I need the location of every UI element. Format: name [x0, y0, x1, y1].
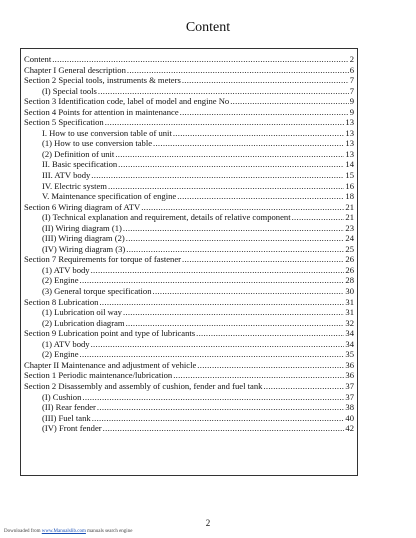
toc-entry-title: (3) General torque specification [42, 286, 152, 297]
toc-entry-page: 9 [349, 96, 354, 107]
toc-entry-title: (2) Engine [42, 275, 79, 286]
toc-entry-title: Section 5 Specification [24, 117, 104, 128]
toc-entry-title: I. How to use conversion table of unit [42, 127, 172, 138]
toc-entry-page: 42 [345, 423, 354, 434]
toc-leader-dots [263, 381, 344, 392]
toc-entry-title: Section 1 Periodic maintenance/lubrication [24, 370, 173, 381]
toc-leader-dots [153, 138, 344, 149]
toc-entry-page: 7 [349, 75, 354, 86]
toc-leader-dots [180, 107, 349, 118]
toc-entry-page: 28 [345, 275, 354, 286]
toc-entry[interactable] [24, 413, 354, 424]
toc-leader-dots [141, 202, 344, 213]
toc-entry[interactable] [24, 423, 354, 434]
toc-entry[interactable] [24, 223, 354, 234]
toc-leader-dots [182, 75, 349, 86]
toc-entry-title: (1) ATV body [42, 338, 90, 349]
toc-box [20, 48, 358, 476]
toc-entry-title: Chapter I General description [24, 64, 126, 75]
toc-entry-title: (IV) Wiring diagram (3) [42, 243, 126, 254]
toc-leader-dots [173, 370, 344, 381]
toc-leader-dots [82, 392, 344, 403]
toc-entry-title: Section 9 Lubrication point and type of lubricants [24, 328, 196, 339]
toc-leader-dots [123, 307, 344, 318]
toc-entry[interactable] [24, 107, 354, 118]
toc-entry-title: Chapter II Maintenance and adjustment of vehicle [24, 359, 197, 370]
toc-entry[interactable] [24, 159, 354, 170]
footer-suffix: manuals search engine [87, 529, 133, 534]
toc-leader-dots [91, 265, 345, 276]
toc-entry[interactable] [24, 149, 354, 160]
toc-leader-dots [177, 191, 344, 202]
toc-entry-title: III. ATV body [42, 170, 91, 181]
toc-entry-title: Section 7 Requirements for torque of fastener [24, 254, 182, 265]
toc-entry[interactable] [24, 181, 354, 192]
toc-leader-dots [105, 117, 345, 128]
toc-entry[interactable] [24, 233, 354, 244]
toc-entry-title: Section 4 Points for attention in maintenance [24, 106, 179, 117]
toc-entry[interactable] [24, 286, 354, 297]
toc-entry-page: 30 [345, 286, 354, 297]
toc-entry[interactable] [24, 212, 354, 223]
toc-entry[interactable] [24, 96, 354, 107]
toc-entry-title: Section 2 Special tools, instruments & meters [24, 75, 181, 86]
toc-entry-page: 25 [345, 243, 354, 254]
toc-leader-dots [99, 297, 344, 308]
toc-entry-page: 36 [345, 359, 354, 370]
toc-leader-dots [80, 349, 345, 360]
toc-leader-dots [126, 233, 345, 244]
toc-entry[interactable] [24, 65, 354, 76]
toc-entry-page: 38 [345, 402, 354, 413]
toc-entry[interactable] [24, 254, 354, 265]
toc-entry-title: (I) Cushion [42, 391, 82, 402]
toc-entry-title: (1) How to use conversion table [42, 138, 153, 149]
toc-entry-page: 34 [345, 338, 354, 349]
toc-entry[interactable] [24, 117, 354, 128]
toc-leader-dots [197, 360, 344, 371]
toc-leader-dots [127, 65, 349, 76]
toc-entry[interactable] [24, 86, 354, 97]
toc-entry[interactable] [24, 244, 354, 255]
toc-leader-dots [292, 212, 345, 223]
toc-entry-page: 21 [345, 201, 354, 212]
toc-entry-title: IV. Electric system [42, 180, 107, 191]
toc-entry-title: (2) Engine [42, 349, 79, 360]
toc-leader-dots [91, 339, 345, 350]
toc-entry-title: (2) Definition of unit [42, 148, 115, 159]
toc-entry-title: II. Basic specification [42, 159, 118, 170]
toc-leader-dots [92, 413, 345, 424]
toc-entry-title: Content [24, 54, 52, 64]
toc-entry[interactable] [24, 307, 354, 318]
toc-entry-page: 13 [345, 127, 354, 138]
toc-entry-title: (II) Wiring diagram (1) [42, 222, 122, 233]
toc-entry[interactable] [24, 191, 354, 202]
toc-entry-page: 13 [345, 148, 354, 159]
toc-entry-page: 26 [345, 264, 354, 275]
toc-entry[interactable] [24, 265, 354, 276]
toc-entry-page: 21 [345, 212, 354, 223]
toc-entry[interactable] [24, 128, 354, 139]
toc-entry-title: (II) Rear fender [42, 402, 96, 413]
toc-leader-dots [230, 96, 348, 107]
toc-entry-page: 7 [349, 85, 354, 96]
toc-entry[interactable] [24, 392, 354, 403]
toc-leader-dots [52, 54, 348, 65]
toc-entry[interactable] [24, 381, 354, 392]
toc-entry[interactable] [24, 349, 354, 360]
toc-entry[interactable] [24, 318, 354, 329]
footer-prefix: Downloaded from [4, 529, 41, 534]
toc-entry-title: (1) Lubrication oil way [42, 307, 122, 318]
toc-leader-dots [108, 181, 344, 192]
toc-entry-title: (III) Fuel tank [42, 412, 91, 423]
toc-entry-page: 15 [345, 170, 354, 181]
toc-entry[interactable] [24, 339, 354, 350]
toc-entry-title: Section 8 Lubrication [24, 296, 99, 307]
toc-entry[interactable] [24, 75, 354, 86]
toc-entry-title: (IV) Front fender [42, 423, 102, 434]
toc-entry-page: 13 [345, 117, 354, 128]
toc-entry-page: 37 [345, 391, 354, 402]
toc-entry-title: Section 6 Wiring diagram of ATV [24, 201, 141, 212]
page-title: Content [185, 20, 231, 35]
toc-entry-page: 24 [345, 233, 354, 244]
toc-entry[interactable] [24, 370, 354, 381]
toc-entry-page: 31 [345, 307, 354, 318]
toc-entry[interactable] [24, 170, 354, 181]
toc-entry-page: 18 [345, 191, 354, 202]
toc-entry[interactable] [24, 275, 354, 286]
toc-leader-dots [153, 286, 345, 297]
toc-leader-dots [123, 223, 344, 234]
toc-leader-dots [126, 244, 344, 255]
toc-entry-title: (I) Technical explanation and requirement, details of relative component [42, 212, 291, 223]
toc-list [24, 54, 354, 434]
toc-leader-dots [103, 423, 345, 434]
toc-leader-dots [196, 328, 344, 339]
toc-entry-page: 14 [345, 159, 354, 170]
toc-entry-page: 31 [345, 296, 354, 307]
toc-entry[interactable] [24, 328, 354, 339]
toc-entry-page: 13 [345, 138, 354, 149]
toc-leader-dots [173, 128, 345, 139]
toc-entry-page: 35 [345, 349, 354, 360]
toc-entry[interactable] [24, 297, 354, 308]
toc-entry-page: 26 [345, 254, 354, 265]
toc-entry[interactable] [24, 360, 354, 371]
toc-entry-page: 32 [345, 317, 354, 328]
toc-entry-title: (I) Special tools [42, 85, 97, 96]
toc-entry-title: (1) ATV body [42, 264, 90, 275]
toc-entry-page: 9 [349, 106, 354, 117]
toc-entry-page: 6 [349, 64, 354, 75]
page-number: 2 [205, 518, 211, 528]
toc-entry-page: 16 [345, 180, 354, 191]
toc-entry-page: 36 [345, 370, 354, 381]
download-footer [4, 529, 132, 534]
toc-entry-title: Section 2 Disassembly and assembly of cushion, fender and fuel tank [24, 380, 263, 391]
toc-leader-dots [98, 86, 349, 97]
toc-leader-dots [91, 170, 344, 181]
toc-entry[interactable] [24, 138, 354, 149]
toc-leader-dots [126, 318, 345, 329]
toc-entry-page: 34 [345, 328, 354, 339]
toc-leader-dots [80, 275, 345, 286]
toc-entry-title: (2) Lubrication diagram [42, 317, 125, 328]
toc-entry-title: V. Maintenance specification of engine [42, 191, 177, 202]
toc-entry[interactable] [24, 202, 354, 213]
footer-link[interactable]: www.Manualslib.com [41, 529, 86, 534]
toc-leader-dots [97, 402, 344, 413]
toc-entry-page: 40 [345, 412, 354, 423]
toc-leader-dots [182, 254, 344, 265]
toc-entry[interactable] [24, 402, 354, 413]
toc-leader-dots [115, 149, 344, 160]
toc-entry-page: 37 [345, 380, 354, 391]
toc-entry[interactable] [24, 54, 354, 65]
toc-entry-title: (III) Wiring diagram (2) [42, 233, 125, 244]
toc-entry-title: Section 3 Identification code, label of model and engine No [24, 96, 230, 107]
toc-leader-dots [118, 159, 344, 170]
toc-entry-page: 2 [349, 54, 354, 64]
toc-entry-page: 23 [345, 222, 354, 233]
